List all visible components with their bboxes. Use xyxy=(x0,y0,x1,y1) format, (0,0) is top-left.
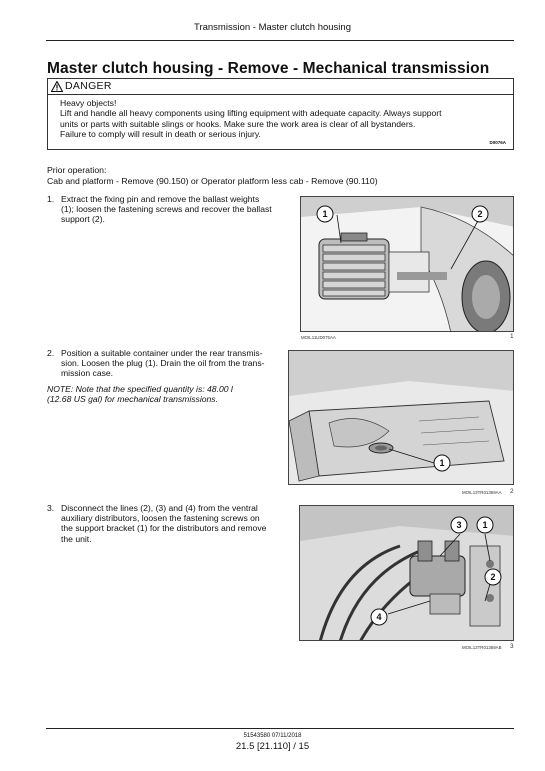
callout-label: 4 xyxy=(376,612,382,622)
callout-label: 3 xyxy=(456,520,462,530)
footer-doc-code: 51543580 07/11/2018 xyxy=(243,733,302,739)
danger-line: Heavy objects! xyxy=(60,98,117,108)
figure-2-image xyxy=(288,350,514,485)
danger-code: D0076A xyxy=(489,140,506,145)
header-rule xyxy=(46,40,514,41)
step-number: 1. xyxy=(47,194,55,204)
figure-number: 3 xyxy=(510,643,514,650)
step-line: the support bracket (1) for the distributors and remove xyxy=(61,523,267,534)
figure-number: 1 xyxy=(510,333,514,340)
step-line: Disconnect the lines (2), (3) and (4) from the ventral xyxy=(61,503,258,513)
transmission-case-illustration xyxy=(289,351,514,485)
step-line: mission case. xyxy=(61,368,114,379)
prior-operation-label: Prior operation: xyxy=(47,165,107,175)
note-line: NOTE: Note that the specified quantity is: 48.00 l xyxy=(47,384,233,394)
callout-label: 1 xyxy=(482,520,488,530)
figure-code: MOIL13TR01369AA xyxy=(462,490,502,495)
danger-text xyxy=(60,98,505,140)
footer-page-number: 21.5 [21.110] / 15 xyxy=(235,741,310,752)
running-header: Transmission - Master clutch housing xyxy=(194,22,351,33)
step-line: Extract the fixing pin and remove the ballast weights xyxy=(61,194,260,204)
step-line: Position a suitable container under the rear transmis- xyxy=(61,348,263,358)
step-line: sion. Loosen the plug (1). Drain the oil from the trans- xyxy=(61,358,265,369)
step-line: (1); loosen the fastening screws and recover the ballast xyxy=(61,204,272,215)
danger-box xyxy=(47,78,514,150)
danger-line: units or parts with suitable slings or hooks. Make sure the work area is clear of all bystanders. xyxy=(60,118,416,129)
note xyxy=(47,384,282,404)
callout-label: 2 xyxy=(490,572,496,582)
danger-label: DANGER xyxy=(65,80,112,92)
figure-3-image xyxy=(299,505,514,641)
figure-number: 2 xyxy=(510,488,514,495)
step-number: 2. xyxy=(47,348,55,358)
step-line: auxiliary distributors, loosen the fastening screws on xyxy=(61,513,260,524)
step-2 xyxy=(47,348,282,379)
danger-line: Lift and handle all heavy components using lifting equipment with adequate capacity. Always support xyxy=(60,108,442,119)
danger-header xyxy=(48,79,513,95)
prior-operation xyxy=(47,165,378,187)
figure-code: MOIL13TR01369AB xyxy=(462,645,502,650)
warning-triangle-icon xyxy=(51,81,63,92)
step-number: 3. xyxy=(47,503,55,513)
step-line: support (2). xyxy=(61,214,105,225)
figure-1-image xyxy=(300,196,514,332)
step-3 xyxy=(47,503,282,544)
step-1 xyxy=(47,194,282,225)
page-title: Master clutch housing - Remove - Mechanical transmission xyxy=(47,60,490,77)
prior-operation-link[interactable]: Cab and platform - Remove (90.150) or Operator platform less cab - Remove (90.110) xyxy=(47,176,378,186)
footer-rule xyxy=(46,728,514,729)
callout-label: 1 xyxy=(322,209,328,219)
note-line: (12.68 US gal) for mechanical transmissions. xyxy=(47,394,218,405)
callout-label: 2 xyxy=(477,209,483,219)
danger-line: Failure to comply will result in death or serious injury. xyxy=(60,129,261,140)
callout-label: 1 xyxy=(439,458,445,468)
figure-code: MOIL11UD075AA xyxy=(301,335,336,340)
step-line: the unit. xyxy=(61,533,92,544)
